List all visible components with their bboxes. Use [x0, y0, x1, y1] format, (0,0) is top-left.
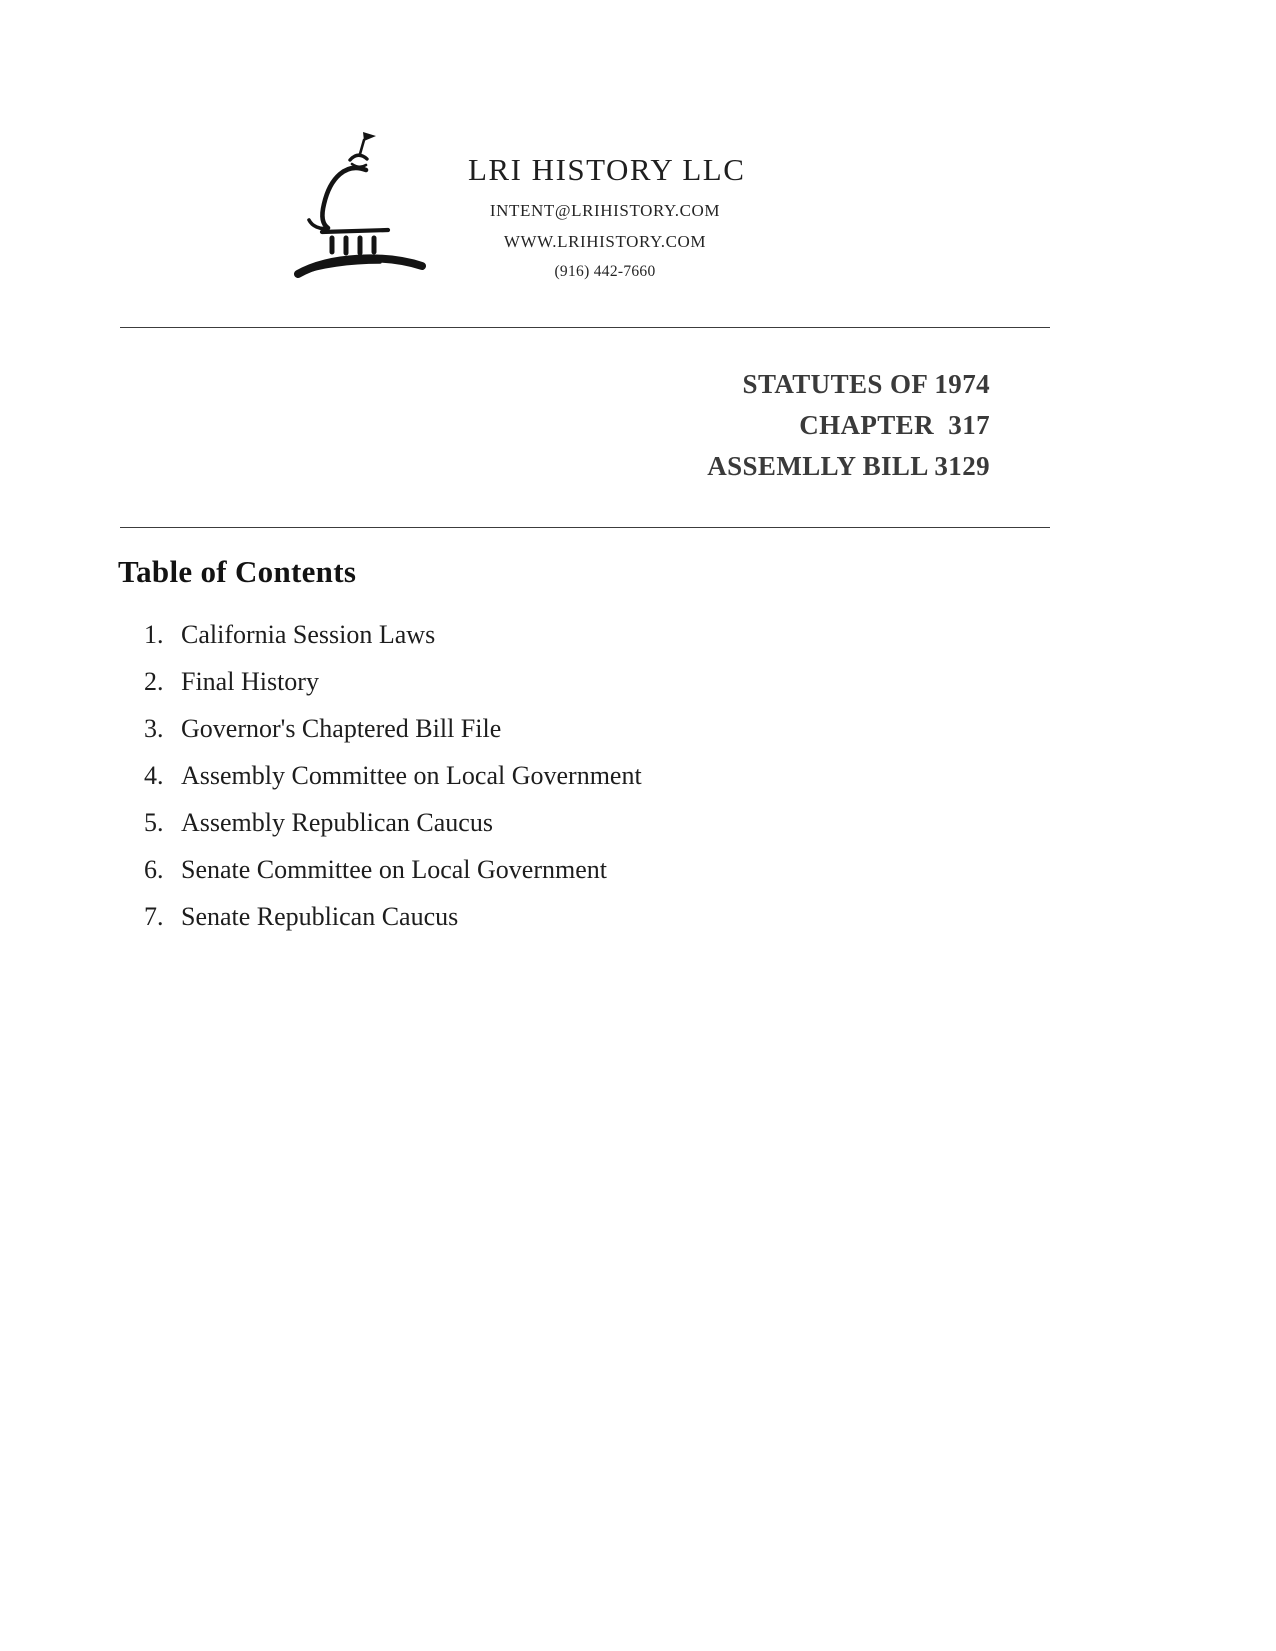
toc-item [144, 714, 642, 761]
toc-item-number: 6. [144, 855, 164, 884]
capitol-sketch-icon [290, 126, 435, 291]
toc-item-label: Assembly Republican Caucus [181, 808, 493, 837]
toc-item-number: 5. [144, 808, 164, 837]
company-website: WWW.LRIHISTORY.COM [503, 232, 707, 251]
statute-title-block [707, 364, 990, 487]
toc-item-number: 4. [144, 761, 164, 790]
capitol-logo [290, 126, 435, 291]
toc-item [144, 902, 642, 949]
toc-item [144, 620, 642, 667]
toc-item [144, 667, 642, 714]
toc-item-label: Final History [181, 667, 319, 696]
company-name: LRI HISTORY LLC [468, 152, 746, 187]
toc-item-number: 1. [144, 620, 164, 649]
toc-item-label: California Session Laws [181, 620, 436, 649]
chapter-line: CHAPTER 317 [799, 410, 990, 440]
toc-item-label: Governor's Chaptered Bill File [181, 714, 502, 743]
toc-heading: Table of Contents [118, 554, 357, 589]
toc-item-number: 7. [144, 902, 164, 931]
toc-item-label: Assembly Committee on Local Government [181, 761, 642, 790]
toc-item [144, 761, 642, 808]
contact-block [420, 201, 790, 292]
toc-item-label: Senate Committee on Local Government [181, 855, 607, 884]
divider-bottom [120, 527, 1050, 528]
toc-list [144, 620, 642, 949]
company-phone: (916) 442-7660 [554, 263, 656, 280]
toc-item-label: Senate Republican Caucus [181, 902, 459, 931]
divider-top [120, 327, 1050, 328]
toc-item-number: 2. [144, 667, 164, 696]
company-email: INTENT@LRIHISTORY.COM [489, 201, 721, 220]
toc-item [144, 855, 642, 902]
toc-item [144, 808, 642, 855]
assembly-bill-line: ASSEMLLY BILL 3129 [707, 451, 990, 481]
statutes-year-line: STATUTES OF 1974 [742, 369, 990, 399]
toc-item-number: 3. [144, 714, 164, 743]
